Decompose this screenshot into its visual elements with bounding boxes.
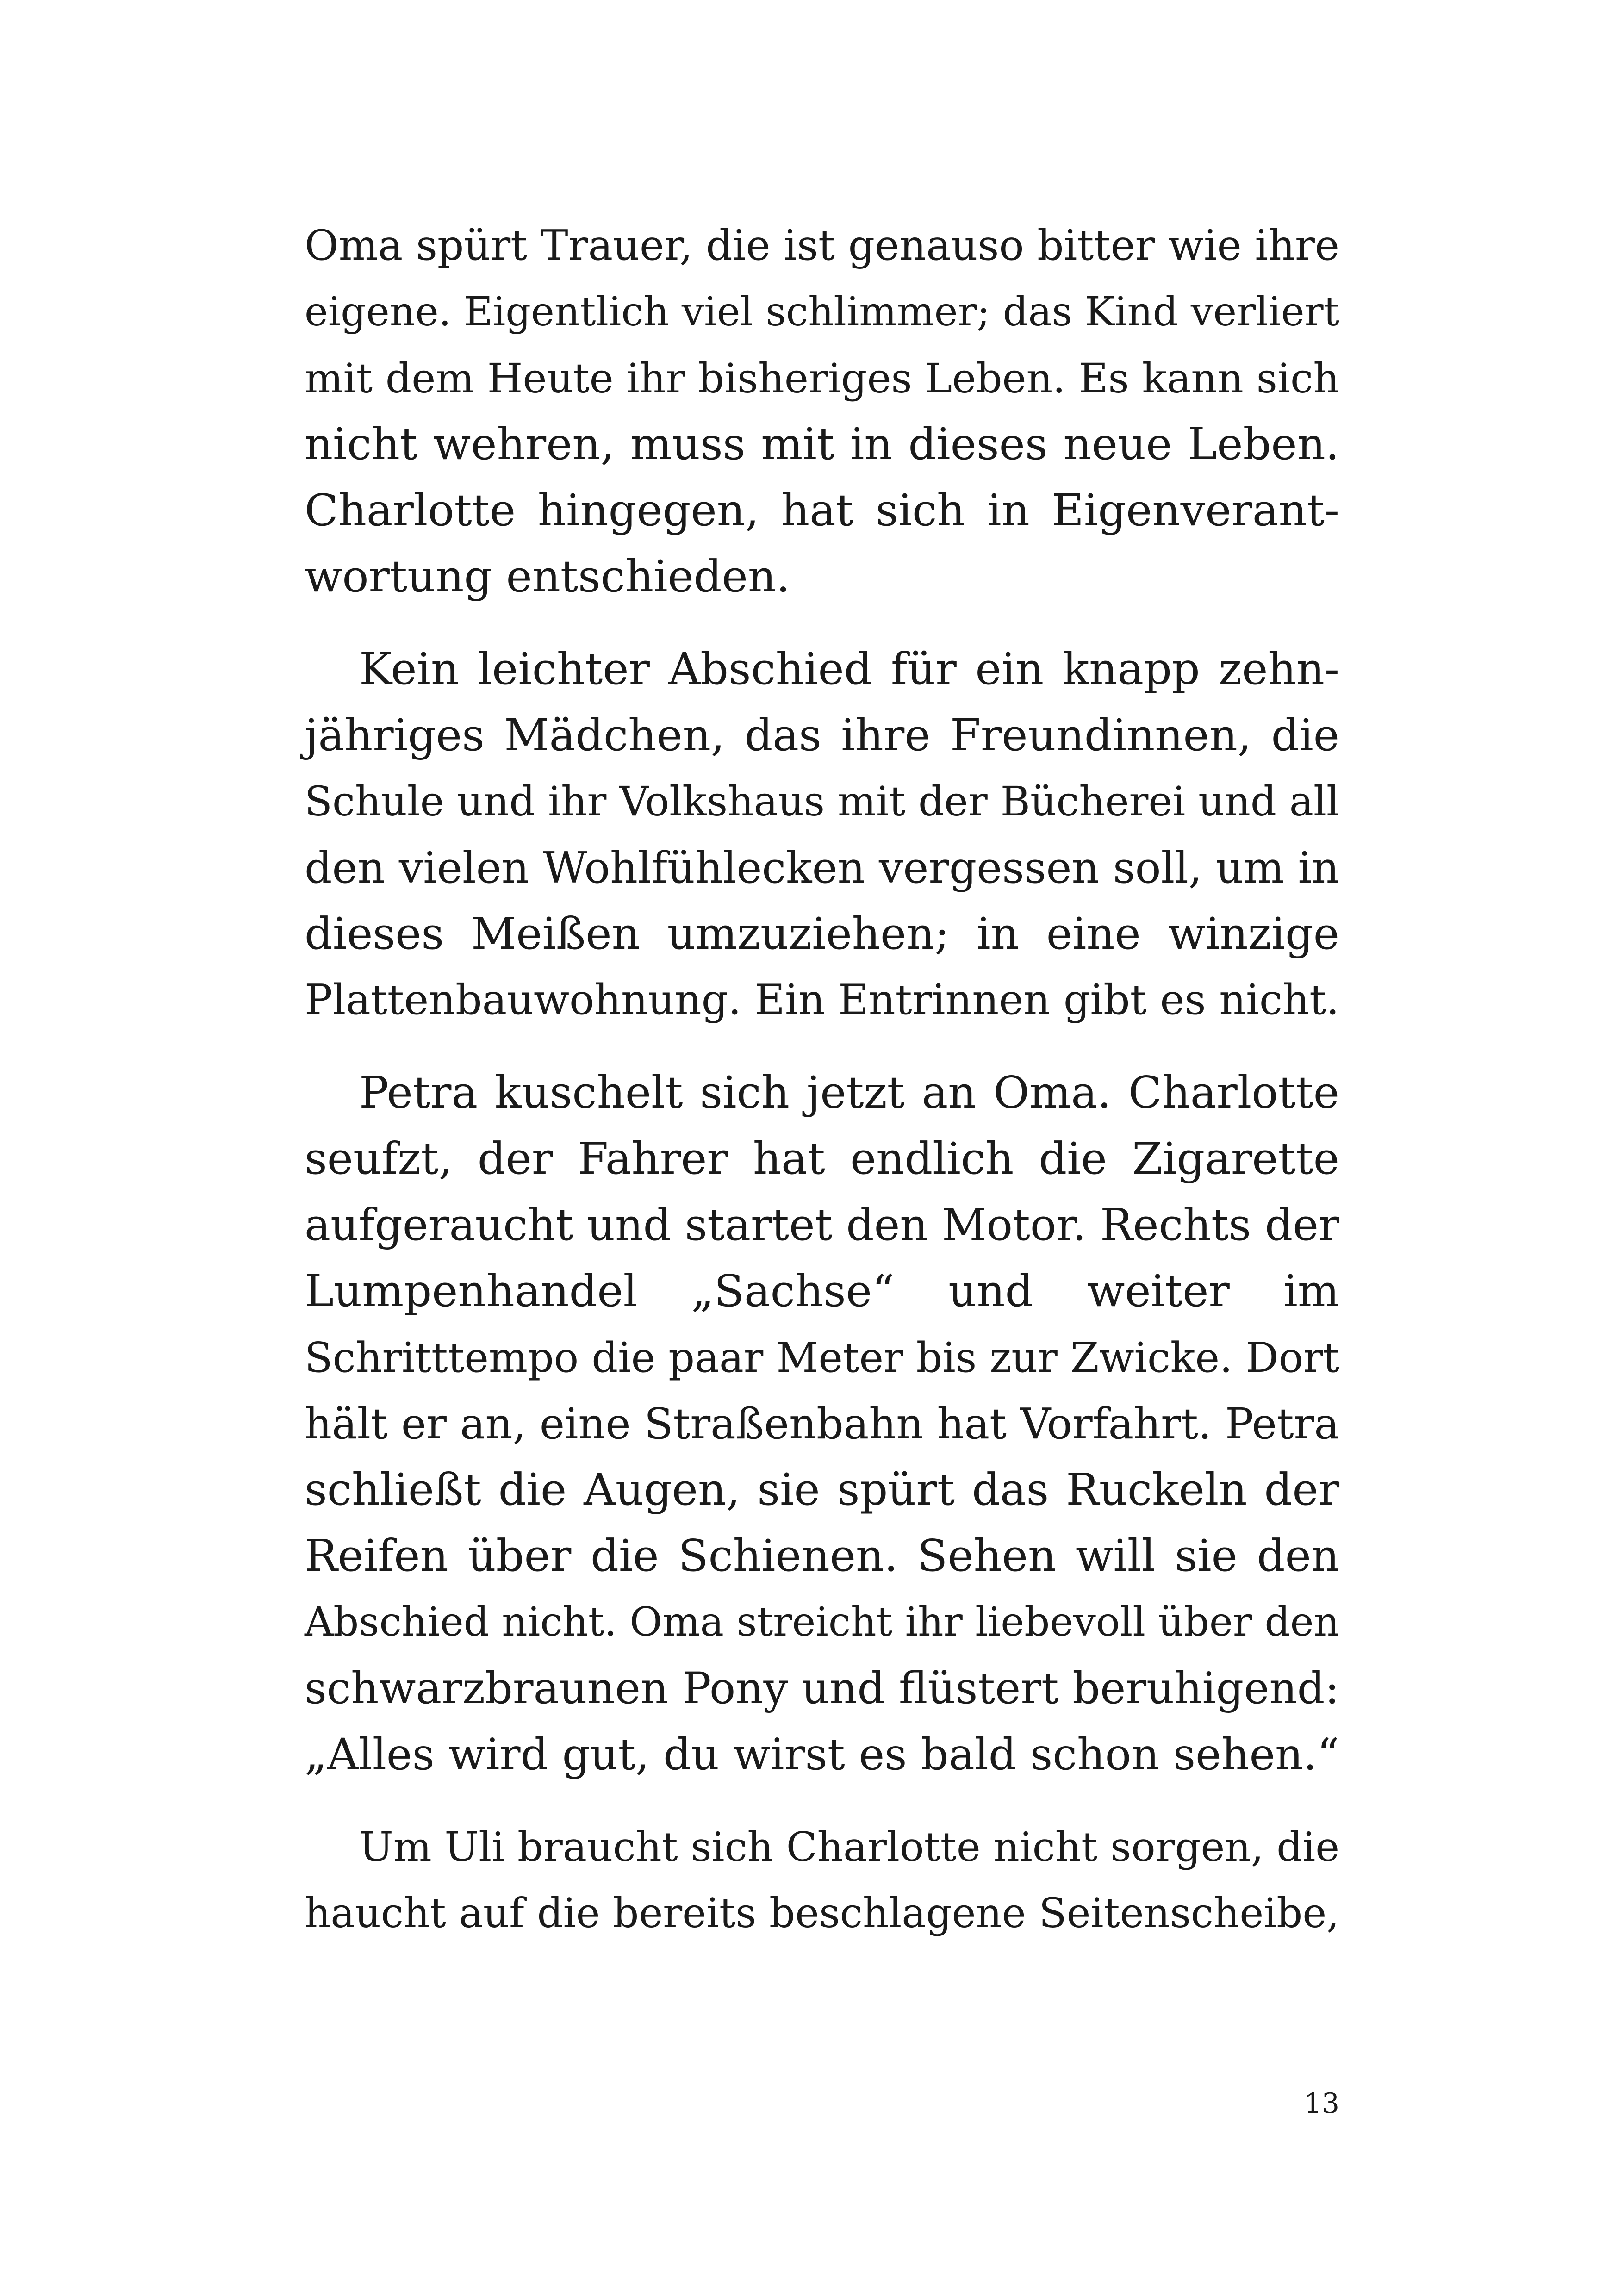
text-line: Oma spürt Trauer, die ist genauso bitter wie ihre	[305, 222, 1339, 270]
text-line: Um Uli braucht sich Charlotte nicht sorgen, die	[359, 1823, 1339, 1871]
paragraph-gap	[305, 1788, 1339, 1814]
text-line: „Alles wird gut, du wirst es bald schon sehen.“	[305, 1730, 1339, 1780]
paragraph-3	[305, 1060, 1339, 1788]
text-line: dieses Meißen umzuziehen; in eine winzige	[305, 908, 1339, 959]
text-line: schließt die Augen, sie spürt das Ruckeln der	[305, 1464, 1339, 1515]
text-line: Petra kuschelt sich jetzt an Oma. Charlotte	[359, 1067, 1339, 1118]
text-line: Reifen über die Schienen. Sehen will sie den	[305, 1531, 1339, 1581]
text-line: hält er an, eine Straßenbahn hat Vorfahrt. Petra	[305, 1399, 1339, 1449]
paragraph-2	[305, 636, 1339, 1033]
text-line: Abschied nicht. Oma streicht ihr liebevoll über den	[305, 1599, 1339, 1645]
paragraph-1	[305, 213, 1339, 610]
text-line: eigene. Eigentlich viel schlimmer; das Kind verliert	[305, 289, 1339, 335]
text-line: jähriges Mädchen, das ihre Freundinnen, die	[305, 710, 1339, 761]
page-number: 13	[1304, 2087, 1339, 2120]
text-line: Lumpenhandel „Sachse“ und weiter im	[305, 1266, 1339, 1317]
text-line: aufgeraucht und startet den Motor. Rechts der	[305, 1200, 1339, 1251]
text-line: Kein leichter Abschied für ein knapp zehn-	[359, 644, 1339, 695]
text-line: wortung entschieden.	[305, 551, 790, 602]
paragraph-gap	[305, 1033, 1339, 1060]
text-line: Schritttempo die paar Meter bis zur Zwicke. Dort	[305, 1334, 1339, 1381]
text-line: seufzt, der Fahrer hat endlich die Zigarette	[305, 1133, 1339, 1184]
text-line: haucht auf die bereits beschlagene Seitenscheibe,	[305, 1890, 1339, 1937]
text-line: den vielen Wohlfühlecken vergessen soll, um in	[305, 843, 1339, 893]
text-line: Schule und ihr Volkshaus mit der Bücherei und all	[305, 778, 1339, 825]
text-line: Plattenbauwohnung. Ein Entrinnen gibt es nicht.	[305, 976, 1339, 1024]
paragraph-gap	[305, 610, 1339, 636]
text-line: mit dem Heute ihr bisheriges Leben. Es kann sich	[305, 355, 1339, 402]
body-text	[305, 213, 1339, 1947]
paragraph-4	[305, 1814, 1339, 1947]
text-line: Charlotte hingegen, hat sich in Eigenverant-	[305, 485, 1339, 536]
text-line: schwarzbraunen Pony und flüstert beruhigend:	[305, 1663, 1339, 1714]
text-line: nicht wehren, muss mit in dieses neue Leben.	[305, 419, 1339, 470]
